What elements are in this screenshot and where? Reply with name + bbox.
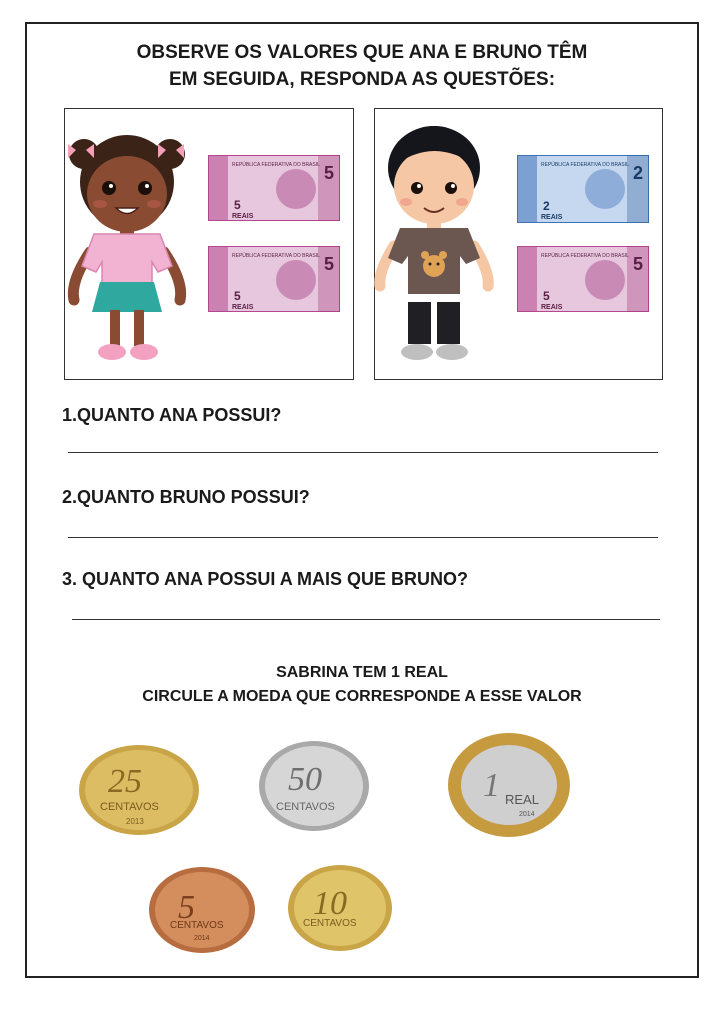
- coin-10-centavos[interactable]: [287, 864, 393, 952]
- answer-line-3[interactable]: [72, 619, 660, 620]
- coin-year: 2013: [126, 817, 144, 826]
- header-line-2: EM SEGUIDA, RESPONDA AS QUESTÕES:: [168, 69, 556, 90]
- coin-5-centavos[interactable]: [148, 866, 256, 954]
- coin-label: CENTAVOS: [303, 918, 357, 929]
- note-issuer: REPÚBLICA FEDERATIVA DO BRASIL: [541, 253, 629, 259]
- coin-label: CENTAVOS: [170, 920, 224, 931]
- bruno-note-2: [517, 246, 649, 312]
- coin-value: 1: [483, 767, 500, 804]
- boy-illustration: [372, 118, 497, 374]
- question-1: 1.QUANTO ANA POSSUI?: [62, 405, 282, 425]
- girl-illustration: [62, 112, 197, 374]
- coin-1-real[interactable]: [447, 732, 571, 838]
- note-issuer: REPÚBLICA FEDERATIVA DO BRASIL: [232, 253, 320, 259]
- coin-year: 2014: [519, 811, 535, 818]
- coin-section-line-1: SABRINA TEM 1 REAL: [276, 664, 448, 681]
- bruno-note-1: [517, 155, 649, 223]
- question-3: 3. QUANTO ANA POSSUI A MAIS QUE BRUNO?: [62, 569, 469, 589]
- coin-section-line-2: CIRCULE A MOEDA QUE CORRESPONDE A ESSE VALOR: [142, 688, 582, 705]
- coin-label: CENTAVOS: [276, 801, 335, 813]
- coin-value: 5: [178, 889, 195, 926]
- coin-50-centavos[interactable]: [258, 740, 370, 832]
- note-small-value: 5: [234, 289, 241, 303]
- note-label: REAIS: [232, 213, 254, 220]
- coin-25-centavos[interactable]: [78, 744, 200, 836]
- ana-note-1: [208, 155, 340, 221]
- coin-year: 2014: [194, 935, 210, 942]
- note-value: 5: [633, 254, 644, 274]
- coin-value: 10: [313, 885, 347, 922]
- note-small-value: 2: [543, 199, 550, 213]
- answer-line-1[interactable]: [68, 452, 658, 453]
- note-label: REAIS: [541, 304, 563, 311]
- note-value: 5: [324, 163, 335, 183]
- note-value: 2: [633, 163, 644, 183]
- ana-note-2: [208, 246, 340, 312]
- note-issuer: REPÚBLICA FEDERATIVA DO BRASIL: [541, 162, 629, 168]
- note-issuer: REPÚBLICA FEDERATIVA DO BRASIL: [232, 162, 320, 168]
- answer-line-2[interactable]: [68, 537, 658, 538]
- note-label: REAIS: [541, 214, 563, 221]
- coin-value: 25: [108, 763, 142, 800]
- coin-value: 50: [288, 761, 322, 798]
- note-label: REAIS: [232, 304, 254, 311]
- question-2: 2.QUANTO BRUNO POSSUI?: [62, 487, 310, 507]
- coin-label: REAL: [505, 792, 539, 807]
- coin-label: CENTAVOS: [100, 801, 159, 813]
- note-value: 5: [324, 254, 335, 274]
- note-small-value: 5: [543, 289, 550, 303]
- header-line-1: OBSERVE OS VALORES QUE ANA E BRUNO TÊM: [136, 42, 588, 63]
- note-small-value: 5: [234, 198, 241, 212]
